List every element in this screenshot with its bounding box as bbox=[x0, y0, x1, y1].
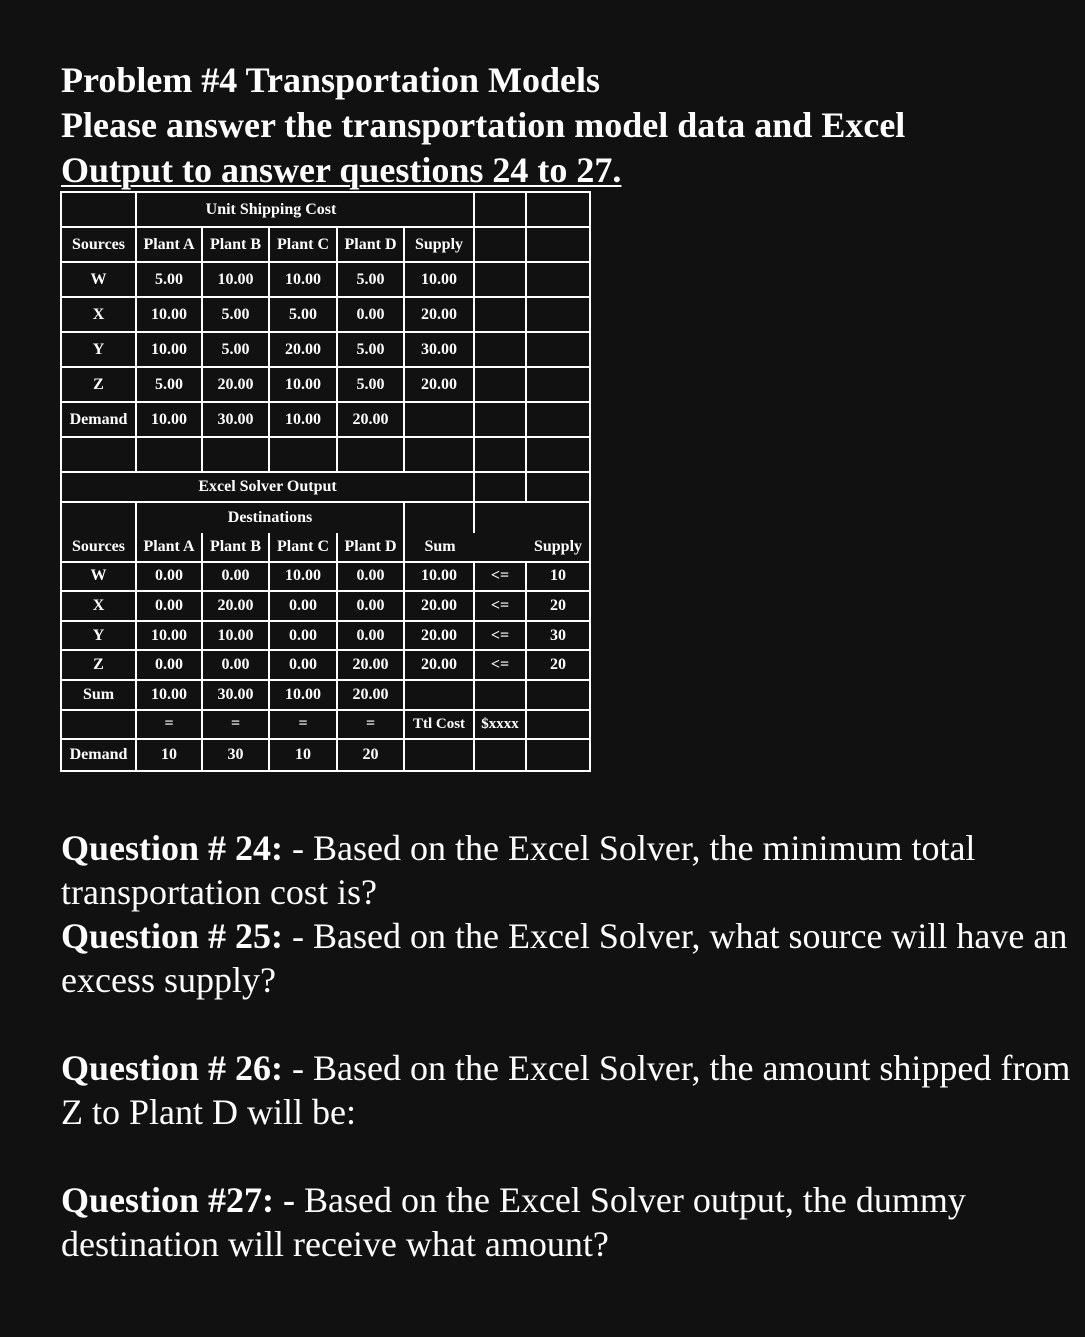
table-cell bbox=[203, 438, 270, 473]
source-label: Z bbox=[62, 368, 137, 403]
table-cell bbox=[527, 263, 589, 298]
question-label: Question # 25: bbox=[61, 916, 284, 956]
table-cell bbox=[62, 503, 137, 533]
header-cell: Plant B bbox=[203, 228, 270, 263]
source-label: Sources bbox=[62, 533, 137, 563]
problem-heading bbox=[61, 58, 1061, 193]
table-cell bbox=[62, 193, 137, 228]
solver-cell: 20.00 bbox=[203, 592, 270, 622]
solver-cell: 0.00 bbox=[203, 563, 270, 593]
cost-cell: 5.00 bbox=[270, 298, 338, 333]
solver-cell: 20 bbox=[527, 651, 589, 681]
solver-cell: 0.00 bbox=[137, 563, 203, 593]
table-cell bbox=[527, 333, 589, 368]
question-text: Based on the Excel Solver output, the dummy destination will receive what amount? bbox=[61, 1180, 966, 1264]
solver-cell: 20.00 bbox=[338, 681, 405, 711]
solver-cell: = bbox=[203, 711, 270, 741]
questions bbox=[61, 826, 1071, 1266]
table-cell bbox=[62, 438, 137, 473]
cost-cell bbox=[405, 403, 475, 438]
question-text: - Based on the Excel Solver, the minimum total transportation cost is? bbox=[61, 828, 976, 912]
table-cell bbox=[405, 193, 475, 228]
heading-line-3: Output to answer questions 24 to 27. bbox=[61, 150, 622, 190]
cost-cell: 0.00 bbox=[338, 298, 405, 333]
question-text: - Based on the Excel Solver, what source will have an excess supply? bbox=[61, 916, 1068, 1000]
solver-cell: 30.00 bbox=[203, 681, 270, 711]
solver-cell: 20.00 bbox=[338, 651, 405, 681]
source-label: W bbox=[62, 563, 137, 593]
cost-cell: 20.00 bbox=[405, 368, 475, 403]
cost-cell: 10.00 bbox=[405, 263, 475, 298]
table-cell bbox=[475, 368, 527, 403]
solver-cell: 10.00 bbox=[137, 622, 203, 652]
solver-cell: 0.00 bbox=[137, 651, 203, 681]
header-cell: Sum bbox=[405, 533, 475, 563]
solver-cell: 0.00 bbox=[338, 563, 405, 593]
solver-cell: 0.00 bbox=[137, 592, 203, 622]
question-24 bbox=[61, 826, 1071, 914]
header-cell: Plant C bbox=[270, 228, 338, 263]
solver-cell: 10.00 bbox=[270, 681, 338, 711]
table-cell bbox=[137, 438, 203, 473]
header-cell: Plant D bbox=[338, 228, 405, 263]
cost-cell: 10.00 bbox=[137, 298, 203, 333]
table-cell bbox=[527, 473, 589, 503]
solver-cell: 0.00 bbox=[270, 592, 338, 622]
table-cell bbox=[475, 438, 527, 473]
header-cell: Plant A bbox=[137, 228, 203, 263]
cost-cell: 30.00 bbox=[203, 403, 270, 438]
table-cell bbox=[405, 438, 475, 473]
cost-cell: 5.00 bbox=[137, 263, 203, 298]
cost-cell: 5.00 bbox=[338, 368, 405, 403]
table-cell bbox=[475, 403, 527, 438]
source-label: Sum bbox=[62, 681, 137, 711]
solver-cell: 0.00 bbox=[270, 651, 338, 681]
table-cell bbox=[475, 193, 527, 228]
solver-cell: 10.00 bbox=[270, 563, 338, 593]
cost-cell: 20.00 bbox=[405, 298, 475, 333]
cost-cell: 5.00 bbox=[203, 298, 270, 333]
source-label: X bbox=[62, 298, 137, 333]
heading-line-2: Please answer the transportation model data and Excel bbox=[61, 105, 906, 145]
solver-cell: 0.00 bbox=[203, 651, 270, 681]
solver-cell: 10.00 bbox=[137, 681, 203, 711]
solver-cell: = bbox=[338, 711, 405, 741]
header-cell: Plant B bbox=[203, 533, 270, 563]
solver-cell: 0.00 bbox=[338, 592, 405, 622]
table-cell bbox=[475, 263, 527, 298]
table-cell bbox=[527, 228, 589, 263]
solver-cell: 30 bbox=[203, 740, 270, 770]
cost-cell: 20.00 bbox=[270, 333, 338, 368]
solver-cell: 30 bbox=[527, 622, 589, 652]
solver-cell: 20 bbox=[338, 740, 405, 770]
table-cell bbox=[405, 503, 475, 533]
cost-cell: 20.00 bbox=[338, 403, 405, 438]
solver-cell bbox=[475, 681, 527, 711]
cost-cell: 10.00 bbox=[270, 403, 338, 438]
solver-cell: Ttl Cost bbox=[405, 711, 475, 741]
cost-cell: 10.00 bbox=[203, 263, 270, 298]
table-cell bbox=[475, 473, 527, 503]
header-cell: Supply bbox=[527, 533, 589, 563]
solver-cell: <= bbox=[475, 592, 527, 622]
solver-cell: 20.00 bbox=[405, 622, 475, 652]
solver-cell bbox=[527, 711, 589, 741]
cost-cell: 5.00 bbox=[338, 333, 405, 368]
solver-cell: $xxxx bbox=[475, 711, 527, 741]
source-label: Z bbox=[62, 651, 137, 681]
solver-cell: 0.00 bbox=[338, 622, 405, 652]
cost-cell: 10.00 bbox=[270, 263, 338, 298]
cost-cell: 30.00 bbox=[405, 333, 475, 368]
solver-cell: = bbox=[137, 711, 203, 741]
table-cell bbox=[527, 438, 589, 473]
table-cell bbox=[338, 438, 405, 473]
solver-cell: 10.00 bbox=[405, 563, 475, 593]
solver-cell: 10 bbox=[527, 563, 589, 593]
question-27 bbox=[61, 1178, 1071, 1266]
table-cell bbox=[475, 228, 527, 263]
solver-cell: 20 bbox=[527, 592, 589, 622]
heading-line-1: Problem #4 Transportation Models bbox=[61, 60, 600, 100]
solver-cell bbox=[475, 740, 527, 770]
solver-cell: 10 bbox=[270, 740, 338, 770]
destinations-label: Destinations bbox=[137, 503, 405, 533]
header-cell bbox=[475, 533, 527, 563]
solver-cell bbox=[62, 711, 137, 741]
solver-cell: 10.00 bbox=[203, 622, 270, 652]
table-cell bbox=[527, 368, 589, 403]
header-cell: Plant A bbox=[137, 533, 203, 563]
solver-cell bbox=[527, 740, 589, 770]
table-cell bbox=[270, 438, 338, 473]
solver-cell: 20.00 bbox=[405, 651, 475, 681]
question-26 bbox=[61, 1046, 1071, 1134]
solver-cell: <= bbox=[475, 622, 527, 652]
table-cell bbox=[475, 333, 527, 368]
table-cell bbox=[527, 403, 589, 438]
cost-cell: 10.00 bbox=[137, 333, 203, 368]
table-cell bbox=[475, 298, 527, 333]
cost-cell: 5.00 bbox=[137, 368, 203, 403]
question-label: Question # 24: bbox=[61, 828, 284, 868]
cost-cell: 5.00 bbox=[338, 263, 405, 298]
cost-cell: 10.00 bbox=[270, 368, 338, 403]
source-label: Demand bbox=[62, 740, 137, 770]
cost-cell: 5.00 bbox=[203, 333, 270, 368]
header-cell: Sources bbox=[62, 228, 137, 263]
table-cell bbox=[527, 193, 589, 228]
solver-cell bbox=[527, 681, 589, 711]
solver-cell: 10 bbox=[137, 740, 203, 770]
source-label: Demand bbox=[62, 403, 137, 438]
header-cell: Plant C bbox=[270, 533, 338, 563]
header-cell: Plant D bbox=[338, 533, 405, 563]
solver-cell bbox=[405, 740, 475, 770]
transportation-table bbox=[60, 191, 591, 772]
question-25 bbox=[61, 914, 1071, 1002]
source-label: W bbox=[62, 263, 137, 298]
source-label: Y bbox=[62, 333, 137, 368]
table-cell bbox=[475, 503, 527, 533]
source-label: Y bbox=[62, 622, 137, 652]
solver-cell: 20.00 bbox=[405, 592, 475, 622]
solver-cell bbox=[405, 681, 475, 711]
question-label: Question #27: - bbox=[61, 1180, 295, 1220]
cost-cell: 10.00 bbox=[137, 403, 203, 438]
solver-cell: = bbox=[270, 711, 338, 741]
cost-table-title: Unit Shipping Cost bbox=[137, 193, 405, 228]
question-text: - Based on the Excel Solver, the amount shipped from Z to Plant D will be: bbox=[61, 1048, 1071, 1132]
source-label: X bbox=[62, 592, 137, 622]
question-label: Question # 26: bbox=[61, 1048, 284, 1088]
solver-cell: 0.00 bbox=[270, 622, 338, 652]
solver-cell: <= bbox=[475, 651, 527, 681]
solver-title: Excel Solver Output bbox=[62, 473, 475, 503]
table-cell bbox=[527, 298, 589, 333]
solver-cell: <= bbox=[475, 563, 527, 593]
header-cell: Supply bbox=[405, 228, 475, 263]
table-cell bbox=[527, 503, 589, 533]
cost-cell: 20.00 bbox=[203, 368, 270, 403]
